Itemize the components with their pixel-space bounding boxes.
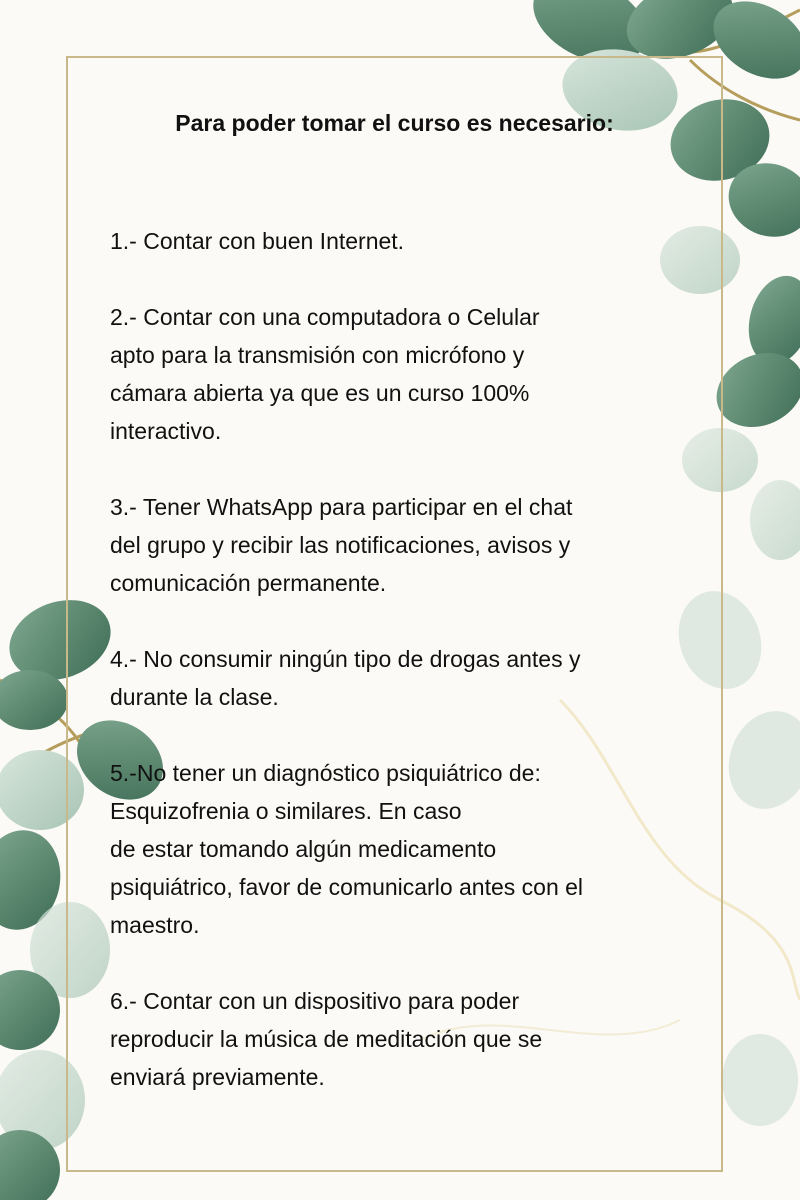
requirements-list: [110, 222, 690, 1134]
requirement-item: 3.- Tener WhatsApp para participar en el chat del grupo y recibir las notificaciones, avisos y comunicación permanente.: [110, 494, 573, 596]
requirement-item: 4.- No consumir ningún tipo de drogas antes y durante la clase.: [110, 646, 581, 710]
requirement-item: 5.-No tener un diagnóstico psiquiátrico de: Esquizofrenia o similares. En caso de estar tomando algún medicamento psiquiátrico, favor de comunicarlo antes con el maestro.: [110, 760, 584, 938]
requirement-item: 1.- Contar con buen Internet.: [110, 228, 405, 254]
page-title: Para poder tomar el curso es necesario:: [175, 110, 614, 136]
requirement-item: 6.- Contar con un dispositivo para poder reproducir la música de meditación que se enviará previamente.: [110, 988, 543, 1090]
requirement-item: 2.- Contar con una computadora o Celular apto para la transmisión con micrófono y cámara abierta ya que es un curso 100% interactivo.: [110, 304, 540, 444]
